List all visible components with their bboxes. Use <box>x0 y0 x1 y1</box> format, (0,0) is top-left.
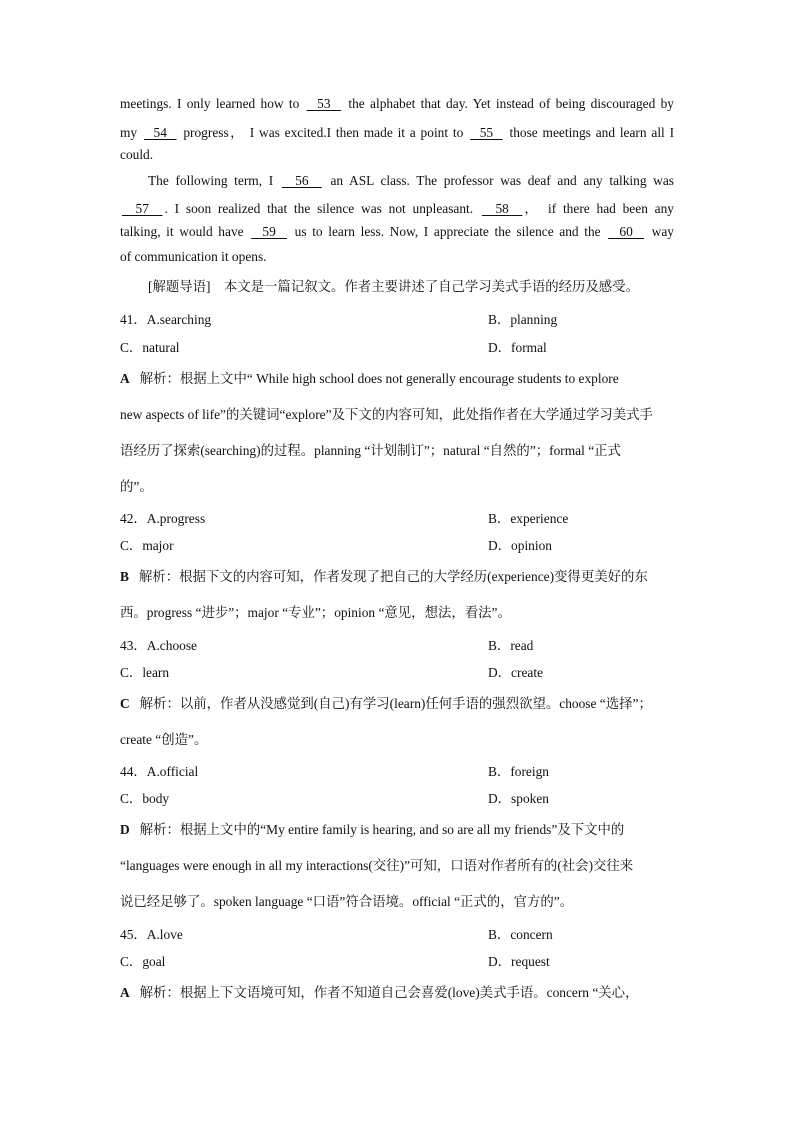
explanation-line: create “创造”。 <box>120 732 208 747</box>
blank-59: 59 <box>251 224 288 239</box>
option-c: C．major <box>120 538 174 553</box>
option-c: C．goal <box>120 954 166 969</box>
option-c: C．learn <box>120 665 170 680</box>
option-d: D．spoken <box>488 791 549 806</box>
explanation-line: 语经历了探索(searching)的过程。planning “计划制订”；natural “自然的”；formal “正式 <box>120 443 621 458</box>
passage-line <box>120 122 674 141</box>
option-c: C．natural <box>120 340 180 355</box>
passage-line <box>120 147 153 163</box>
passage-line <box>120 96 674 112</box>
option-d: D．formal <box>488 340 547 355</box>
explanation-line: new aspects of life”的关键词“explore”及下文的内容可知，此处指作者在大学通过学习美式手 <box>120 407 653 422</box>
option-b: B．experience <box>488 511 569 526</box>
passage-line <box>148 173 674 189</box>
passage-line <box>120 198 674 217</box>
answer-letter: A <box>120 371 130 386</box>
answer-letter: C <box>120 696 130 711</box>
answer-letter: D <box>120 822 130 837</box>
passage-text: of communication it opens. <box>120 249 267 264</box>
passage-line <box>120 249 267 265</box>
option-a: 42．A.progress <box>120 511 206 526</box>
explanation-line <box>120 819 624 838</box>
explanation-line: 说已经足够了。spoken language “口语”符合语境。official “正式的，官方的”。 <box>120 894 574 909</box>
explanation-line: 的”。 <box>120 479 153 494</box>
explanation-text: 解析：根据上文中“ While high school does not generally encourage students to explore <box>139 371 619 386</box>
passage-text: those meetings and learn all I <box>504 125 675 140</box>
option-a: 44．A.official <box>120 764 199 779</box>
explanation-line: 西。progress “进步”；major “专业”；opinion “意见，想法，看法”。 <box>120 605 511 620</box>
passage-text: talking, it would have <box>120 224 250 239</box>
passage-text: The following term, I <box>148 173 280 188</box>
option-d: D．create <box>488 665 544 680</box>
explanation-text: 解析：以前，作者从没感觉到(自己)有学习(learn)任何手语的强烈欲望。choose “选择”； <box>139 696 652 711</box>
blank-57: 57 <box>122 201 163 216</box>
blank-53: 53 <box>306 96 342 111</box>
explanation-line <box>120 693 652 712</box>
explanation-line: “languages were enough in all my interactions(交往)”可知，口语对作者所有的(社会)交往来 <box>120 858 634 873</box>
passage-text: an ASL class. The professor was deaf and any talking was <box>323 173 675 188</box>
passage-text: progress， I was excited.I then made it a point to <box>178 125 469 140</box>
option-b: B．concern <box>488 927 553 942</box>
passage-text: us to learn less. Now, I appreciate the silence and the <box>289 224 607 239</box>
blank-58: 58 <box>481 201 523 216</box>
passage-text: my <box>120 125 142 140</box>
explanation-text: 解析：根据上文中的“My entire family is hearing, and so are all my friends”及下文中的 <box>139 822 625 837</box>
option-a: 41．A.searching <box>120 312 212 327</box>
explanation-line <box>120 566 648 585</box>
passage-text: meetings. I only learned how to <box>120 96 305 111</box>
option-d: D．opinion <box>488 538 552 553</box>
option-a: 45．A.love <box>120 927 183 942</box>
answer-letter: B <box>120 569 129 584</box>
blank-54: 54 <box>143 125 177 140</box>
explanation-line <box>120 368 619 387</box>
blank-56: 56 <box>281 173 322 188</box>
blank-55: 55 <box>470 125 503 140</box>
option-c: C．body <box>120 791 170 806</box>
blank-60: 60 <box>608 224 645 239</box>
explanation-text: 解析：根据上下文语境可知，作者不知道自己会喜爱(love)美式手语。concern “关心， <box>139 985 639 1000</box>
explanation-line <box>120 982 638 1001</box>
option-b: B．read <box>488 638 534 653</box>
option-b: B．foreign <box>488 764 549 779</box>
passage-line <box>120 224 674 240</box>
option-b: B．planning <box>488 312 558 327</box>
passage-text: could. <box>120 147 154 162</box>
option-d: D．request <box>488 954 550 969</box>
passage-text: the alphabet that day. Yet instead of being discouraged by <box>343 96 675 111</box>
solution-guide: [解题导语] 本文是一篇记叙文。作者主要讲述了自己学习美式手语的经历及感受。 <box>148 279 639 294</box>
passage-text: way <box>646 224 674 239</box>
option-a: 43．A.choose <box>120 638 197 653</box>
explanation-text: 解析：根据下文的内容可知，作者发现了把自己的大学经历(experience)变得更美好的东 <box>138 569 648 584</box>
passage-text: ， if there had been any <box>524 201 674 216</box>
answer-letter: A <box>120 985 130 1000</box>
passage-text: . I soon realized that the silence was not unpleasant. <box>164 201 480 216</box>
